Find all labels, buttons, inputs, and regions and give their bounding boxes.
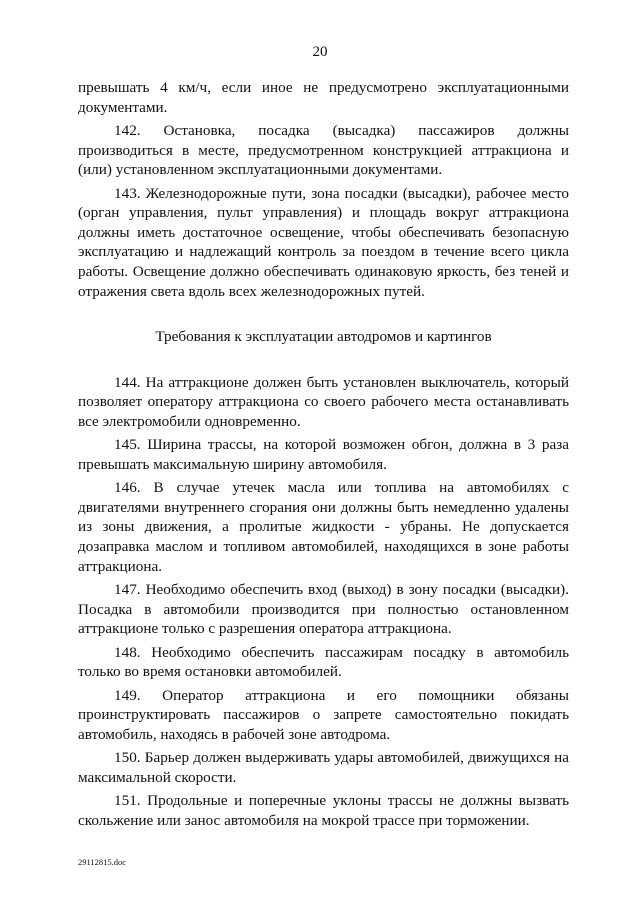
paragraph-150: 150. Барьер должен выдерживать удары автомобилей, движущихся на максимальной скорости. — [78, 749, 569, 786]
document-body — [78, 78, 569, 834]
paragraph-143: 143. Железнодорожные пути, зона посадки (высадки), рабочее место (орган управления, пульт управления) и площадь вокруг аттракциона должны иметь достаточное освещение, чтобы обеспечивать безопасную эксплуатацию и надлежащий контроль за поездом в течение всего цикла работы. Освещение должно обеспечивать одинаковую яркость, без теней и отражения света вдоль всех железнодорожных путей. — [78, 184, 569, 300]
paragraph-144: 144. На аттракционе должен быть установлен выключатель, который позволяет оператору аттракциона со своего рабочего места останавливать все электромобили одновременно. — [78, 373, 569, 430]
footer-filename: 29112815.doc — [78, 857, 127, 867]
paragraph-145: 145. Ширина трассы, на которой возможен обгон, должна в 3 раза превышать максимальную ширину автомобиля. — [78, 436, 569, 473]
paragraph-149: 149. Оператор аттракциона и его помощники обязаны проинструктировать пассажиров о запрете самостоятельно покидать автомобиль, находясь в рабочей зоне автодрома. — [78, 686, 569, 743]
paragraph-142: 142. Остановка, посадка (высадка) пассажиров должны производиться в месте, предусмотренном конструкцией аттракциона и (или) установленном эксплуатационными документами. — [78, 121, 569, 179]
paragraph-148: 148. Необходимо обеспечить пассажирам посадку в автомобиль только во время остановки автомобилей. — [78, 643, 569, 681]
paragraph-146: 146. В случае утечек масла или топлива на автомобилях с двигателями внутреннего сгорания они должны быть немедленно удалены из зоны движения, а пролитые жидкости - убраны. Не допускается дозаправка маслом и топливом автомобилей, находящихся в зоне работы аттракциона. — [78, 479, 569, 575]
paragraph-147: 147. Необходимо обеспечить вход (выход) в зону посадки (высадки). Посадка в автомобили производится при полностью остановленном аттракционе только с разрешения оператора аттракциона. — [78, 581, 569, 638]
paragraph-151: 151. Продольные и поперечные уклоны трассы не должны вызвать скольжение или занос автомобиля на мокрой трассе при торможении. — [78, 792, 569, 829]
paragraph-141-continuation: превышать 4 км/ч, если иное не предусмотрено эксплуатационными документами. — [78, 79, 569, 116]
page-number: 20 — [312, 44, 328, 60]
section-heading: Требования к эксплуатации автодромов и картингов — [155, 328, 492, 346]
